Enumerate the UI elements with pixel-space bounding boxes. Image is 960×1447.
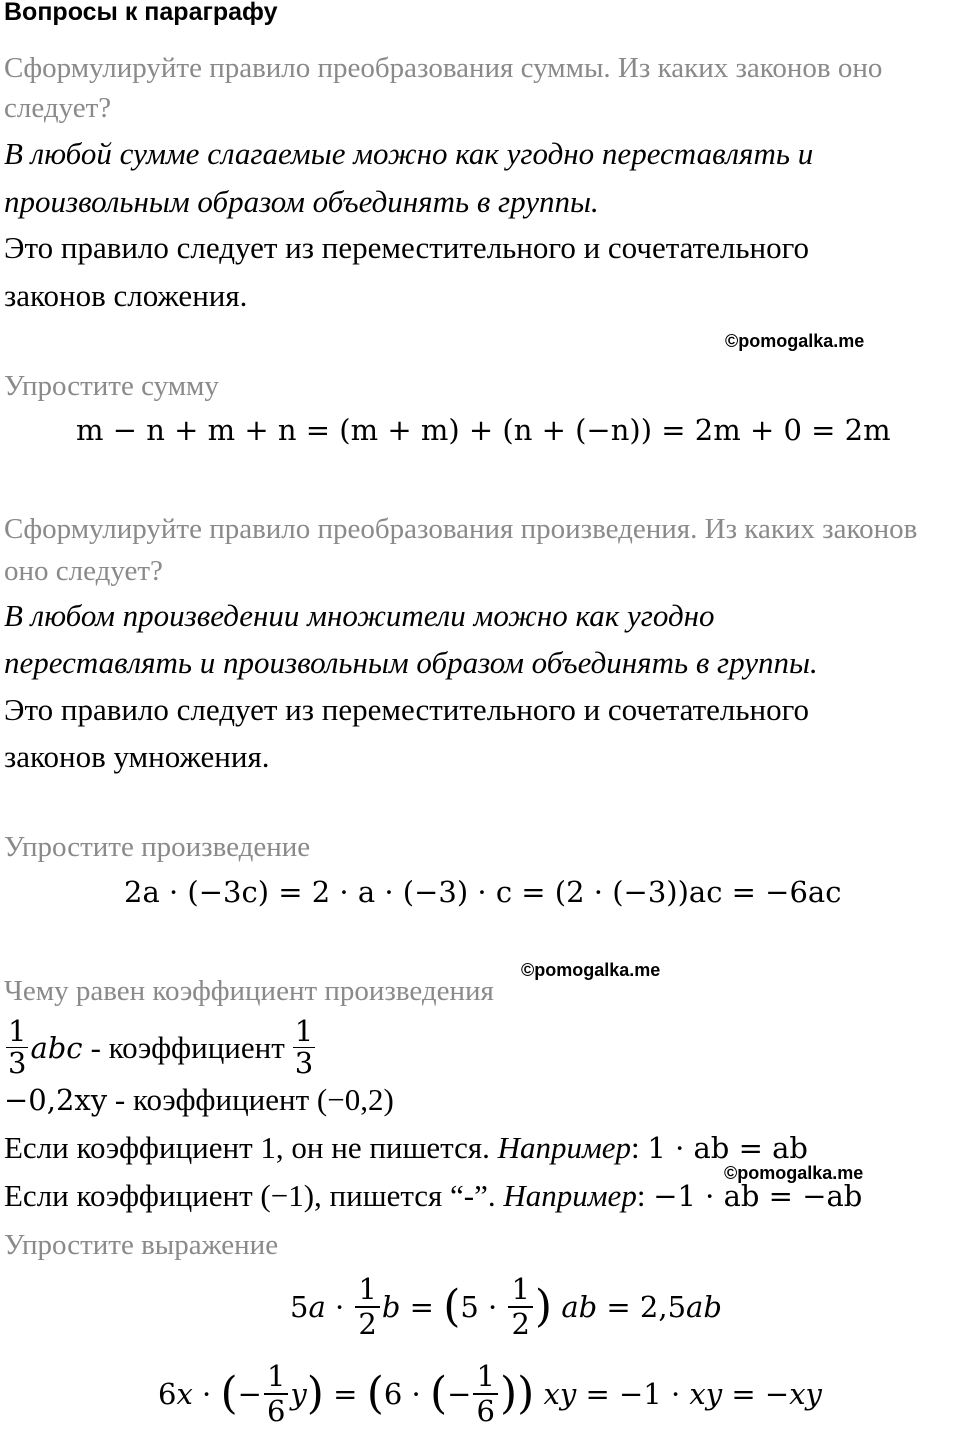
question-2: Упростите сумму — [4, 370, 219, 402]
fraction-one-third: $\frac{1}{3}$ — [8, 1014, 27, 1080]
paren-close: ) — [517, 1368, 535, 1419]
rule-2-text: Если коэффициент (−1), пишется “-”. — [4, 1178, 496, 1213]
watermark: ©pomogalka.me — [724, 1163, 864, 1183]
rule-1-example-label: Например — [497, 1130, 632, 1165]
watermark: ©pomogalka.me — [725, 331, 865, 351]
coefficient-rule-2 — [4, 1178, 862, 1214]
formula-product: 2a · (−3c) = 2 · a · (−3) · c = (2 · (−3))ac = −6ac — [124, 875, 842, 909]
answer-3-rule-line-2: переставлять и произвольным образом объединять в группы. — [4, 645, 818, 680]
coefficient-item-1-text: - коэффициент — [90, 1029, 285, 1065]
formula-2-part: 6 · — [383, 1377, 430, 1411]
paren-close: ) — [534, 1281, 553, 1332]
paren-close: ) — [499, 1368, 518, 1419]
answer-3-rule-line-1: В любом произведении множители можно как угодно — [4, 598, 715, 633]
formula-1-part: 5a · — [290, 1290, 354, 1324]
question-1-line-2: следует? — [4, 92, 112, 124]
question-3-line-1: Сформулируйте правило преобразования произведения. Из каких законов — [4, 513, 918, 545]
rule-2-example: −1 · ab = −ab — [653, 1179, 863, 1213]
fraction-one-sixth: $\frac{1}{6}$ — [264, 1362, 288, 1426]
question-3-line-2: оно следует? — [4, 555, 163, 587]
formula-2-part: − — [447, 1377, 472, 1411]
fraction-one-half: $\frac{1}{2}$ — [508, 1275, 532, 1339]
formula-expression-2 — [158, 1359, 822, 1428]
formula-2-part: = — [323, 1377, 367, 1411]
answer-1-note-line-2: законов сложения. — [4, 278, 248, 313]
formula-sum: m − n + m + n = (m + m) + (n + (−n)) = 2m + 0 = 2m — [76, 413, 891, 447]
question-5: Чему равен коэффициент произведения — [4, 975, 494, 1007]
coefficient-rule-1 — [4, 1130, 808, 1166]
formula-2-part: 6x · — [158, 1377, 221, 1411]
rule-1-example: 1 · ab = ab — [647, 1131, 808, 1165]
answer-3-note-line-1: Это правило следует из переместительного и сочетательного — [4, 692, 810, 727]
coefficient-item-2 — [4, 1082, 394, 1118]
page-heading: Вопросы к параграфу — [4, 0, 278, 26]
answer-1-note-line-1: Это правило следует из переместительного и сочетательного — [4, 230, 810, 265]
question-6: Упростите выражение — [4, 1229, 279, 1261]
answer-1-rule-line-1: В любой сумме слагаемые можно как угодно переставлять и — [4, 136, 814, 171]
fraction-one-third: $\frac{1}{3}$ — [294, 1014, 314, 1080]
formula-1-part: ab = 2,5ab — [561, 1290, 722, 1324]
colon: : — [631, 1130, 640, 1165]
coefficient-item-2-text: - коэффициент (−0,2) — [114, 1082, 394, 1117]
formula-1-part: b = — [381, 1290, 444, 1324]
paren-open: ( — [443, 1281, 461, 1332]
question-4: Упростите произведение — [4, 831, 311, 863]
answer-3-note-line-2: законов умножения. — [4, 739, 270, 774]
paren-close: ) — [306, 1368, 324, 1419]
formula-2-part: y — [290, 1377, 307, 1411]
formula-2-part: − — [237, 1377, 262, 1411]
answer-1-rule-line-2: произвольным образом объединять в группы. — [4, 184, 599, 219]
rule-1-text: Если коэффициент 1, он не пишется. — [4, 1130, 490, 1165]
expr-abc: abc — [30, 1030, 83, 1065]
paren-open: ( — [366, 1368, 384, 1419]
fraction-one-sixth: $\frac{1}{6}$ — [473, 1362, 497, 1426]
expr-neg-02xy: −0,2xy — [4, 1083, 108, 1117]
paren-open: ( — [430, 1368, 448, 1419]
paren-open: ( — [220, 1368, 238, 1419]
coefficient-item-1 — [4, 1014, 317, 1080]
formula-1-part: 5 · — [460, 1290, 507, 1324]
rule-2-example-label: Например — [503, 1178, 637, 1213]
formula-2-part: xy = −1 · xy = −xy — [543, 1377, 822, 1411]
formula-expression-1 — [290, 1272, 722, 1341]
colon: : — [636, 1178, 646, 1213]
watermark: ©pomogalka.me — [521, 960, 661, 980]
fraction-one-half: $\frac{1}{2}$ — [355, 1275, 379, 1339]
question-1-line-1: Сформулируйте правило преобразования суммы. Из каких законов оно — [4, 52, 883, 84]
